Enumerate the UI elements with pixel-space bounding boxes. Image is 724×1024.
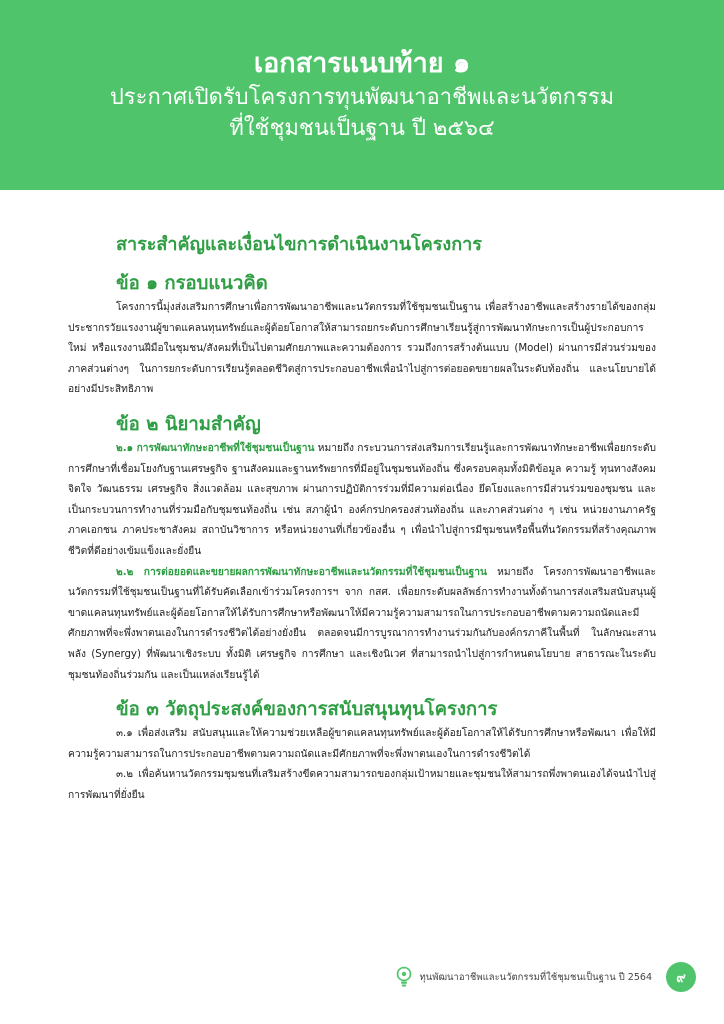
clause-2-1-term: ๒.๑ การพัฒนาทักษะอาชีพที่ใช้ชุมชนเป็นฐาน — [116, 442, 315, 454]
clause-3-title: ข้อ ๓ วัตถุประสงค์ของการสนับสนุนทุนโครงการ — [116, 699, 498, 721]
document-subtitle-line2: ที่ใช้ชุมชนเป็นฐาน ปี ๒๕๖๔ — [229, 116, 495, 141]
footer-text: ทุนพัฒนาอาชีพและนวัตกรรมที่ใช้ชุมชนเป็นฐาน ปี 2564 — [419, 971, 652, 983]
clause-3-1-text: ๓.๑ เพื่อส่งเสริม สนับสนุนและให้ความช่วยเหลือผู้ขาดแคลนทุนทรัพย์และผู้ด้อยโอกาสให้ได้รับการศึกษาหรือพัฒนา เพื่อให้มีความรู้ความสามารถในการประกอบอาชีพตามความถนัดและมีศักยภาพที่จะพึ่งพาตนเองในการดำรงชีวิตได้ — [68, 728, 656, 760]
main-content — [68, 232, 656, 806]
clause-1-title: ข้อ ๑ กรอบแนวคิด — [116, 273, 268, 294]
clause-2-1-paragraph — [68, 439, 656, 563]
clause-2-2-term: ๒.๒ การต่อยอดและขยายผลการพัฒนาทักษะอาชีพและนวัตกรรมที่ใช้ชุมชนเป็นฐาน — [116, 566, 487, 578]
clause-1-paragraph — [68, 298, 656, 401]
header-banner — [0, 0, 724, 190]
clause-2-1-text: หมายถึง กระบวนการส่งเสริมการเรียนรู้และการพัฒนาทักษะอาชีพเพื่อยกระดับการศึกษาที่เชื่อมโยงกับฐานเศรษฐกิจ ฐานสังคมและฐานทรัพยากรที่มีอยู่ในชุมชนท้องถิ่น ซึ่งครอบคลุมทั้งมิติข้อมูล ความรู้ ทุนทางสังคม จิตใจ วัฒนธรรม เศรษฐกิจ สิ่งแวดล้อม และสุขภาพ ผ่านการปฏิบัติการร่วมที่มีความต่อเนื่อง ยึดโยงและการมีส่วนร่วมของชุมชน และเป็นกระบวนการทำงานที่ร่วมมือกับชุมชนท้องถิ่น เช่น สภาผู้นำ องค์กรปกครองส่วนท้องถิ่น และภาคส่วนต่าง ๆ เช่น หน่วยงานภาครัฐ ภาคเอกชน ภาคประชาสังคม สถาบันวิชาการ หรือหน่วยงานที่เกี่ยวข้องอื่น ๆ เพื่อนำไปสู่การมีชุมชนหรือพื้นที่นวัตกรรมที่สร้างคุณภาพชีวิตที่ดีอย่างเข้มแข็งและยั่งยืน — [68, 442, 656, 557]
document-subtitle-line1: ประกาศเปิดรับโครงการทุนพัฒนาอาชีพและนวัตกรรม — [109, 85, 615, 110]
clause-2-title: ข้อ ๒ นิยามสำคัญ — [116, 413, 261, 435]
clause-3-1-paragraph — [68, 724, 656, 765]
document-title: เอกสารแนบท้าย ๑ — [253, 48, 471, 79]
clause-3-2-text: ๓.๒ เพื่อค้นหานวัตกรรมชุมชนที่เสริมสร้างขีดความสามารถของกลุ่มเป้าหมายและชุมชนให้สามารถพึ่งพาตนเองได้จนนำไปสู่การพัฒนาที่ยั่งยืน — [68, 769, 656, 801]
page-footer — [395, 962, 696, 992]
clause-1-text: โครงการนี้มุ่งส่งเสริมการศึกษาเพื่อการพัฒนาอาชีพและนวัตกรรมที่ใช้ชุมชนเป็นฐาน เพื่อสร้างอาชีพและสร้างรายได้ของกลุ่มประชากรวัยแรงงานผู้ขาดแคลนทุนทรัพย์และผู้ด้อยโอกาสให้สามารถยกระดับการศึกษาเรียนรู้สู่การพัฒนาทักษะการเป็นผู้ประกอบการใหม่ หรือแรงงานฝีมือในชุมชน/สังคมที่เป็นไปตามศักยภาพและความต้องการ รวมถึงการสร้างต้นแบบ (Model) ผ่านการมีส่วนร่วมของภาคส่วนต่างๆ ในการยกระดับการเรียนรู้ตลอดชีวิตสู่การประกอบอาชีพเพื่อนำไปสู่การต่อยอดขยายผลในระดับท้องถิ่น และนโยบายได้อย่างมีประสิทธิภาพ — [68, 302, 656, 396]
clause-2-2-paragraph — [68, 563, 656, 687]
section-title: สาระสำคัญและเงื่อนไขการดำเนินงานโครงการ — [116, 234, 482, 255]
lightbulb-gear-icon — [395, 966, 413, 988]
clause-3-2-paragraph — [68, 765, 656, 806]
page-number-badge: ๙ — [666, 962, 696, 992]
clause-2-2-text: หมายถึง โครงการพัฒนาอาชีพและนวัตกรรมที่ใช้ชุมชนเป็นฐานที่ได้รับคัดเลือกเข้าร่วมโครงการฯ จาก กสศ. เพื่อยกระดับผลลัพธ์การทำงานทั้งด้านการส่งเสริมสนับสนุนผู้ขาดแคลนทุนทรัพย์และผู้ด้อยโอกาสให้ได้รับการศึกษาหรือพัฒนาให้มีความรู้ความสามารถในการประกอบอาชีพตามความถนัดและมีศักยภาพที่จะพึ่งพาตนเองในการดำรงชีวิตได้อย่างยั่งยืน ตลอดจนมีการบูรณาการทำงานร่วมกันกับองค์กรภาคีในพื้นที่ ในลักษณะสานพลัง (Synergy) ที่พัฒนาเชิงระบบ ทั้งมิติ เศรษฐกิจ การศึกษา และเชิงนิเวศ ที่สามารถนำไปสู่การกำหนดนโยบาย สาธารณะในระดับชุมชนท้องถิ่นร่วมกัน และเป็นแหล่งเรียนรู้ได้ — [68, 566, 656, 681]
